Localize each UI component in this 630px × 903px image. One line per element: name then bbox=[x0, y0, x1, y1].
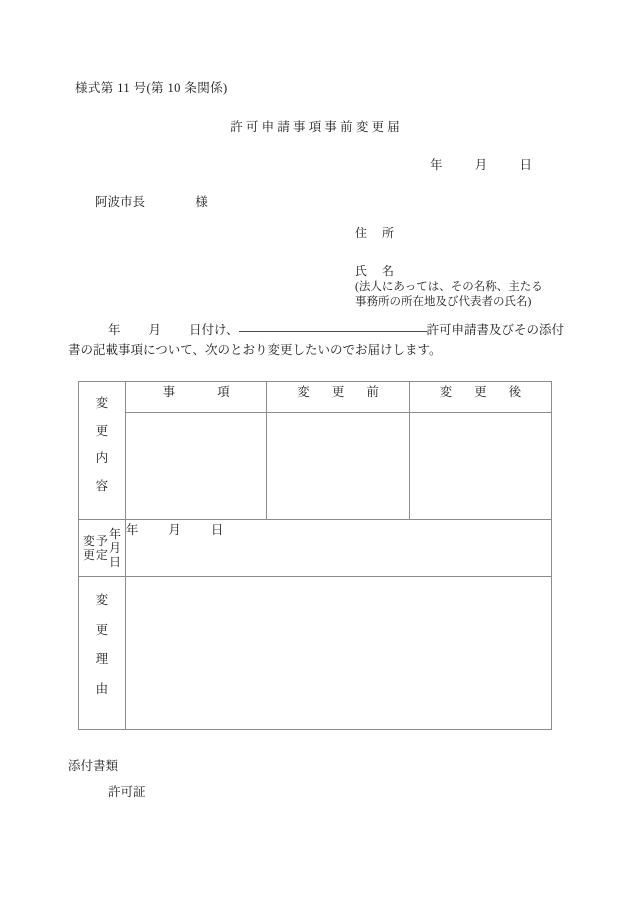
sched-year: 年 bbox=[125, 523, 139, 537]
form-number: 様式第 11 号(第 10 条関係) bbox=[75, 81, 228, 95]
vertical-label-stack bbox=[79, 397, 125, 492]
column-header-before-change bbox=[267, 382, 409, 413]
label-char: 更 bbox=[82, 548, 95, 562]
cell-scheduled-date-value[interactable] bbox=[125, 520, 551, 577]
header-char: 事 bbox=[162, 385, 176, 399]
table-row-change-content bbox=[79, 413, 552, 520]
column-header-after-change bbox=[409, 382, 551, 413]
row-label-scheduled-change-date bbox=[79, 520, 126, 577]
body-date-month: 月 bbox=[148, 323, 162, 337]
vertical-label-grid bbox=[79, 520, 125, 576]
label-char: 変 bbox=[95, 396, 109, 410]
addressee-recipient: 阿波市長 bbox=[95, 195, 146, 209]
attachments-title: 添付書類 bbox=[68, 759, 119, 773]
header-date-day: 日 bbox=[519, 158, 533, 172]
body-date-day-suffix: 日付け、 bbox=[189, 323, 239, 337]
corporate-note-line-1: (法人にあっては、その名称、主たる bbox=[355, 281, 543, 293]
label-char: 年 bbox=[108, 526, 121, 541]
header-date-month: 月 bbox=[474, 158, 488, 172]
table-row-scheduled-date bbox=[79, 520, 552, 577]
sched-day: 日 bbox=[210, 523, 224, 537]
addressee-line bbox=[95, 192, 208, 210]
label-char: 容 bbox=[95, 478, 109, 493]
sched-month: 月 bbox=[168, 523, 181, 537]
header-char: 変 bbox=[297, 385, 310, 399]
cell-reason-value[interactable] bbox=[125, 577, 551, 730]
label-char: 更 bbox=[95, 622, 109, 637]
table-row-reason bbox=[79, 577, 552, 730]
name-label-char-1: 氏 bbox=[355, 264, 368, 278]
header-date-line bbox=[430, 155, 532, 173]
body-date-year: 年 bbox=[108, 323, 121, 337]
label-char: 変 bbox=[95, 593, 109, 607]
document-title: 許可申請事項事前変更届 bbox=[230, 120, 403, 134]
label-column-1 bbox=[83, 534, 95, 562]
addressee-honorific: 様 bbox=[195, 195, 208, 209]
label-char: 由 bbox=[95, 681, 109, 696]
fill-in-blank[interactable] bbox=[239, 331, 427, 332]
address-label-row bbox=[355, 227, 543, 239]
header-char: 後 bbox=[508, 385, 522, 399]
header-char: 項 bbox=[217, 385, 230, 399]
change-details-table bbox=[78, 381, 552, 730]
label-char: 月 bbox=[108, 540, 121, 555]
label-char: 更 bbox=[95, 423, 109, 438]
body-line-2: 書の記載事項について、次のとおり変更したいのでお届けします。 bbox=[68, 343, 442, 358]
row-label-reason-for-change bbox=[79, 577, 126, 730]
label-char: 変 bbox=[82, 533, 95, 548]
name-label-row bbox=[355, 265, 543, 277]
corporate-note-line-2: 事務所の所在地及び代表者の氏名) bbox=[355, 295, 532, 308]
label-char: 内 bbox=[95, 451, 109, 465]
table-header-row bbox=[79, 382, 552, 413]
name-label-char-2: 名 bbox=[382, 264, 395, 278]
cell-before-value[interactable] bbox=[267, 413, 409, 520]
label-char: 理 bbox=[95, 652, 109, 666]
cell-after-value[interactable] bbox=[409, 413, 551, 520]
attachments-section bbox=[68, 760, 146, 798]
column-header-item bbox=[125, 382, 267, 413]
header-char: 更 bbox=[474, 385, 487, 399]
label-char: 日 bbox=[108, 555, 121, 570]
body-after-blank: 許可申請書及びその添付 bbox=[426, 323, 565, 337]
label-char: 予 bbox=[95, 533, 108, 548]
body-paragraph bbox=[68, 320, 568, 361]
label-column-2 bbox=[96, 534, 108, 562]
address-label-char-1: 住 bbox=[355, 226, 368, 240]
label-column-3 bbox=[109, 527, 121, 569]
row-label-change-content bbox=[79, 382, 126, 520]
attachments-item: 許可証 bbox=[108, 784, 146, 799]
header-char: 前 bbox=[366, 385, 379, 399]
cell-item-value[interactable] bbox=[125, 413, 267, 520]
address-label-char-2: 所 bbox=[382, 226, 395, 240]
header-char: 変 bbox=[439, 385, 453, 399]
header-char: 更 bbox=[331, 385, 345, 399]
label-char: 定 bbox=[95, 548, 108, 562]
applicant-block bbox=[355, 227, 543, 309]
header-date-year: 年 bbox=[430, 158, 443, 172]
